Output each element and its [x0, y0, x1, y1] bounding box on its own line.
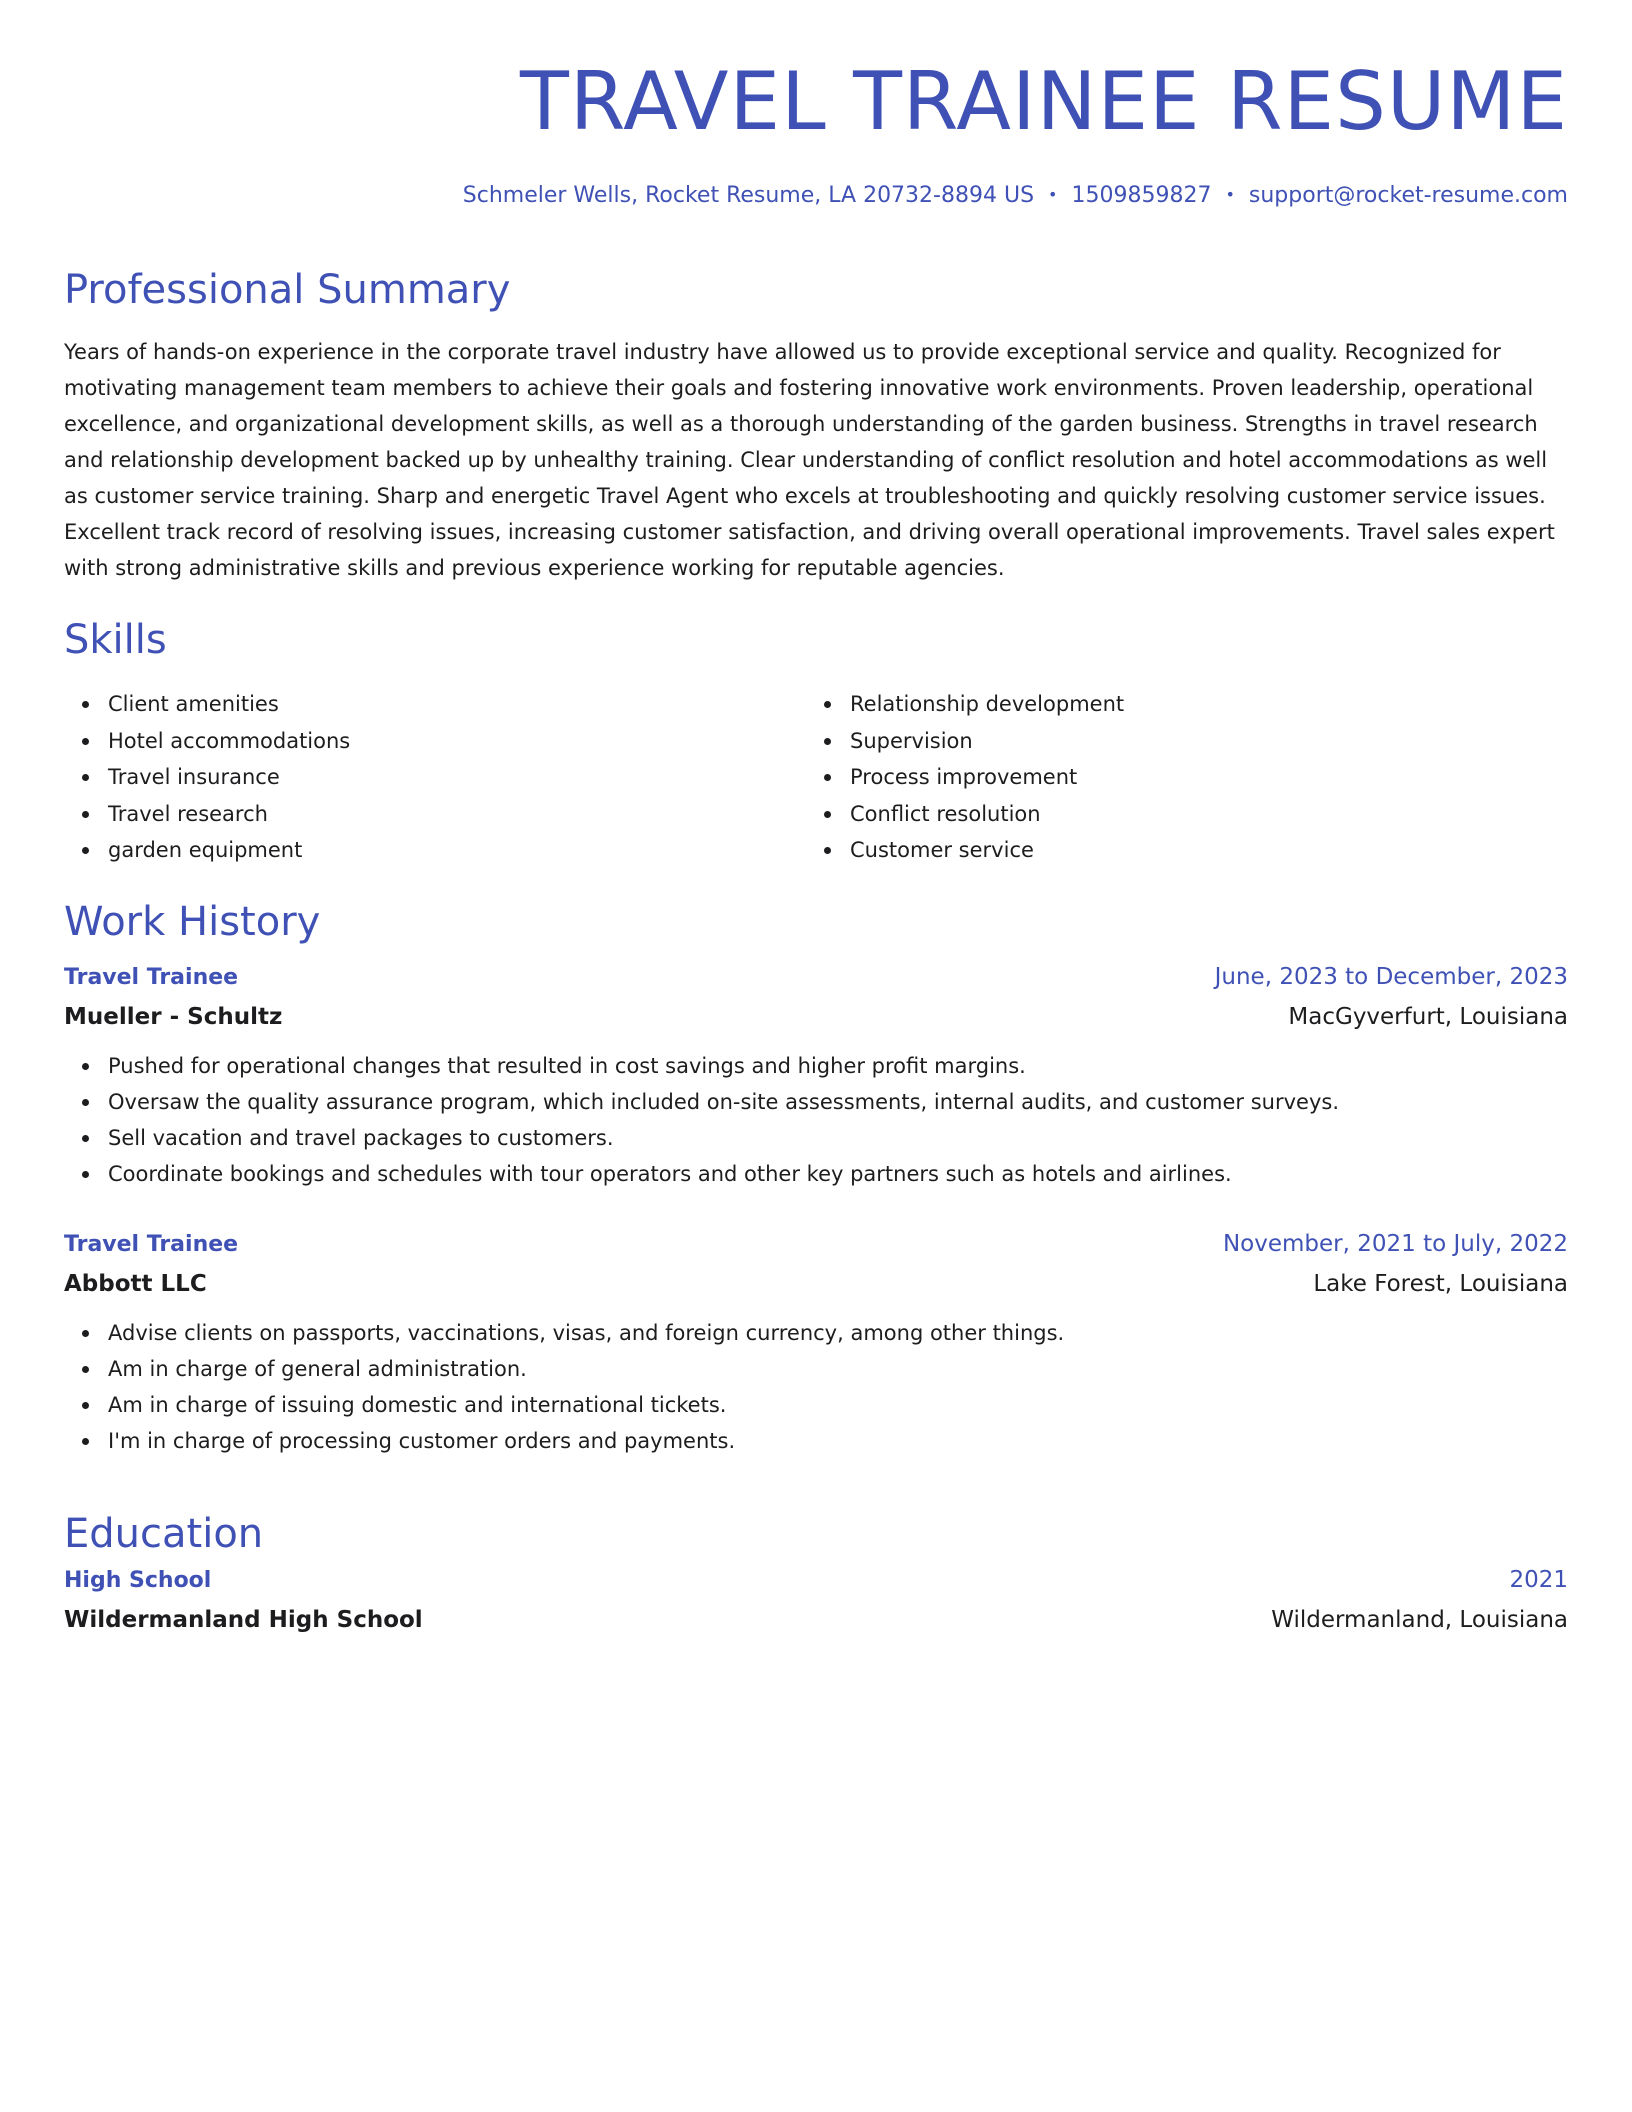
job-bullet: Am in charge of issuing domestic and international tickets. [108, 1387, 1568, 1423]
contact-phone: 1509859827 [1071, 183, 1212, 208]
contact-separator: • [1048, 185, 1058, 204]
skill-item: Relationship development [850, 686, 1548, 723]
skills-grid [64, 686, 1568, 869]
job-header-row [64, 1229, 1568, 1260]
summary-text: Years of hands-on experience in the corporate travel industry have allowed us to provide exceptional service and quality. Recognized for motivating management team members to achieve their goals and fostering innovative work environments. Proven leadership, operational excellence, and organizational development skills, as well as a thorough understanding of the garden business. Strengths in travel research and relationship development backed up by unhealthy training. Clear understanding of conflict resolution and hotel accommodations as well as customer service training. Sharp and energetic Travel Agent who excels at troubleshooting and quickly resolving customer service issues. Excellent track record of resolving issues, increasing customer satisfaction, and driving overall operational improvements. Travel sales expert with strong administrative skills and previous experience working for reputable agencies. [64, 340, 1555, 580]
education-entry [64, 1565, 1568, 1635]
skill-item: Client amenities [108, 686, 806, 723]
skill-item: Conflict resolution [850, 796, 1548, 833]
resume-header [64, 0, 1568, 232]
job-dates: June, 2023 to December, 2023 [1214, 964, 1568, 990]
job-bullet: Coordinate bookings and schedules with tour operators and other key partners such as hotels and airlines. [108, 1156, 1568, 1192]
skill-item: Travel insurance [108, 759, 806, 796]
job-bullet: Advise clients on passports, vaccinations, visas, and foreign currency, among other things. [108, 1315, 1568, 1351]
education-degree: High School [64, 1568, 212, 1593]
skills-heading: Skills [64, 617, 167, 663]
summary-heading: Professional Summary [64, 267, 511, 313]
contact-address: Schmeler Wells, Rocket Resume, LA 20732-8894 US [462, 183, 1035, 208]
job-company-row [64, 1002, 1568, 1032]
skill-item: garden equipment [108, 832, 806, 869]
job-bullets [64, 1315, 1568, 1459]
skills-column-right [806, 686, 1548, 869]
education-school: Wildermanland High School [64, 1607, 423, 1633]
resume-title: TRAVEL TRAINEE RESUME [519, 55, 1568, 148]
education-header-row [64, 1565, 1568, 1596]
resume-page [64, 0, 1568, 1633]
education-year: 2021 [1509, 1567, 1568, 1593]
skill-item: Customer service [850, 832, 1548, 869]
contact-separator: • [1225, 185, 1235, 204]
contact-email[interactable]: support@rocket-resume.com [1248, 183, 1568, 208]
job-company: Mueller - Schultz [64, 1004, 283, 1030]
job-company-row [64, 1269, 1568, 1299]
job-bullet: Oversaw the quality assurance program, which included on-site assessments, internal audits, and customer surveys. [108, 1084, 1568, 1120]
education-school-row [64, 1605, 1568, 1635]
job-bullet: Pushed for operational changes that resulted in cost savings and higher profit margins. [108, 1048, 1568, 1084]
contact-line [463, 180, 1568, 211]
skills-column-left [64, 686, 806, 869]
work-history-heading: Work History [64, 899, 321, 945]
job-header-row [64, 962, 1568, 993]
job-location: Lake Forest, Louisiana [1313, 1271, 1568, 1297]
job-title: Travel Trainee [64, 1232, 239, 1257]
job-dates: November, 2021 to July, 2022 [1222, 1231, 1568, 1257]
skill-item: Process improvement [850, 759, 1548, 796]
education-heading: Education [64, 1511, 264, 1557]
skill-item: Hotel accommodations [108, 723, 806, 760]
skill-item: Supervision [850, 723, 1548, 760]
job-bullet: I'm in charge of processing customer orders and payments. [108, 1423, 1568, 1459]
job-bullet: Sell vacation and travel packages to customers. [108, 1120, 1568, 1156]
skill-item: Travel research [108, 796, 806, 833]
job-bullet: Am in charge of general administration. [108, 1351, 1568, 1387]
job-entry [64, 962, 1568, 1192]
education-location: Wildermanland, Louisiana [1271, 1607, 1568, 1633]
job-location: MacGyverfurt, Louisiana [1288, 1004, 1568, 1030]
job-title: Travel Trainee [64, 965, 239, 990]
job-entry [64, 1229, 1568, 1459]
job-bullets [64, 1048, 1568, 1192]
job-company: Abbott LLC [64, 1271, 207, 1297]
